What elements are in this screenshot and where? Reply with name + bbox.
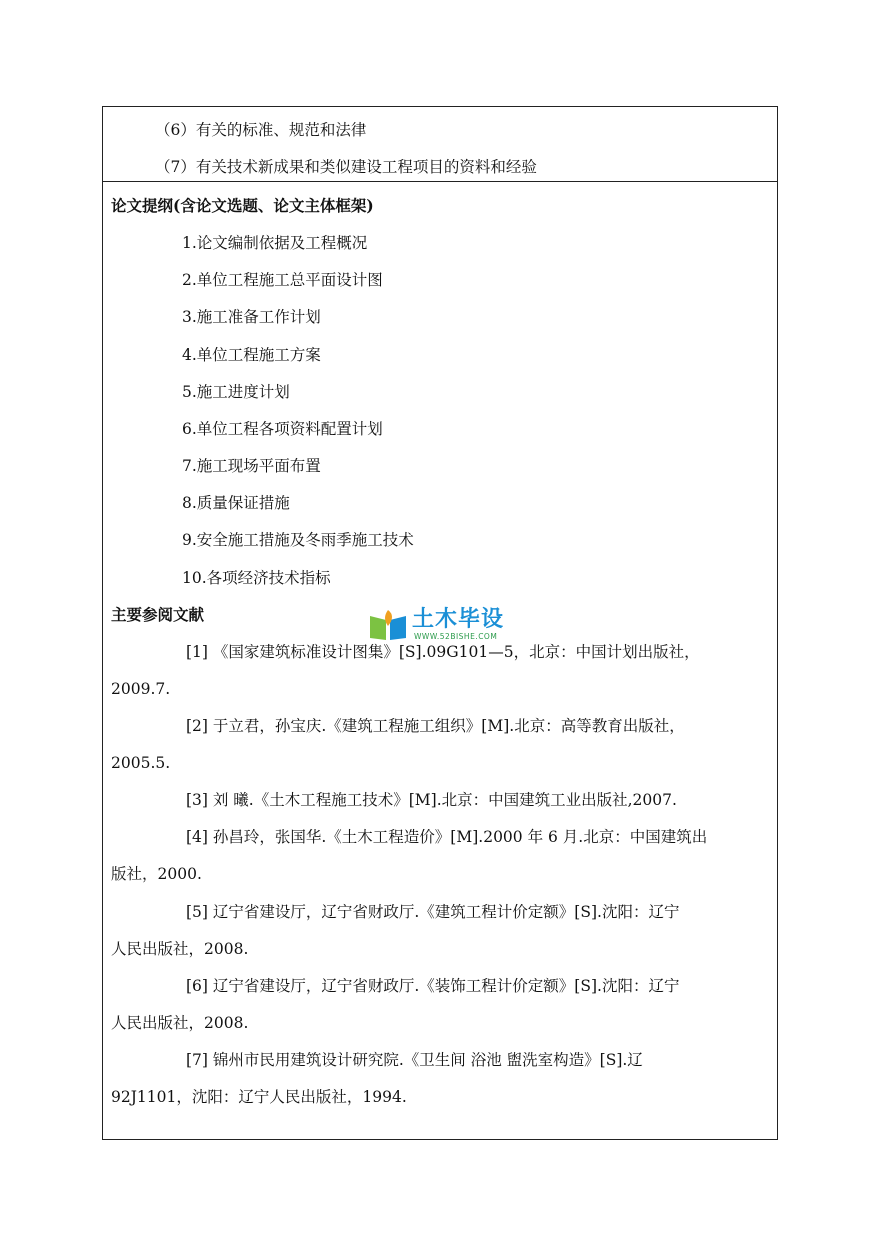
row-divider <box>102 181 778 182</box>
reference-line: [3] 刘 曦.《土木工程施工技术》[M].北京：中国建筑工业出版社,2007. <box>186 791 677 809</box>
reference-line: [6] 辽宁省建设厅，辽宁省财政厅.《装饰工程计价定额》[S].沈阳：辽宁 <box>186 977 680 995</box>
header-item-7: （7）有关技术新成果和类似建设工程项目的资料和经验 <box>155 158 537 176</box>
reference-line: [7] 锦州市民用建筑设计研究院.《卫生间 浴池 盥洗室构造》[S].辽 <box>186 1051 643 1069</box>
reference-line: [5] 辽宁省建设厅，辽宁省财政厅.《建筑工程计价定额》[S].沈阳：辽宁 <box>186 903 680 921</box>
reference-line: [2] 于立君，孙宝庆.《建筑工程施工组织》[M].北京：高等教育出版社， <box>186 717 685 735</box>
watermark-logo <box>366 608 536 642</box>
reference-line: 2005.5. <box>111 754 171 772</box>
outline-item: 6.单位工程各项资料配置计划 <box>182 420 383 438</box>
outline-item: 2.单位工程施工总平面设计图 <box>182 271 383 289</box>
reference-line: 版社，2000. <box>111 865 202 883</box>
references-title: 主要参阅文献 <box>111 605 205 624</box>
header-item-6: （6）有关的标准、规范和法律 <box>155 121 367 139</box>
outline-item: 5.施工进度计划 <box>182 383 290 401</box>
outline-item: 7.施工现场平面布置 <box>182 457 321 475</box>
outline-title: 论文提纲(含论文选题、论文主体框架) <box>111 196 374 215</box>
outline-item: 9.安全施工措施及冬雨季施工技术 <box>182 531 414 549</box>
outline-item: 1.论文编制依据及工程概况 <box>182 234 368 252</box>
outline-item: 10.各项经济技术指标 <box>182 569 331 587</box>
reference-line: 人民出版社，2008. <box>111 940 249 958</box>
book-logo-icon <box>366 608 410 642</box>
outline-item: 8.质量保证措施 <box>182 494 290 512</box>
reference-line: [4] 孙昌玲，张国华.《土木工程造价》[M].2000 年 6 月.北京：中国建筑出 <box>186 828 708 846</box>
reference-line: [1] 《国家建筑标准设计图集》[S].09G101—5，北京：中国计划出版社， <box>186 643 700 661</box>
watermark-url: WWW.52BISHE.COM <box>414 632 498 641</box>
outline-item: 3.施工准备工作计划 <box>182 308 321 326</box>
reference-line: 人民出版社，2008. <box>111 1014 249 1032</box>
reference-line: 92J1101，沈阳：辽宁人民出版社，1994. <box>111 1088 407 1106</box>
watermark-brand: 土木毕设 <box>412 607 505 632</box>
reference-line: 2009.7. <box>111 680 171 698</box>
outline-item: 4.单位工程施工方案 <box>182 346 321 364</box>
